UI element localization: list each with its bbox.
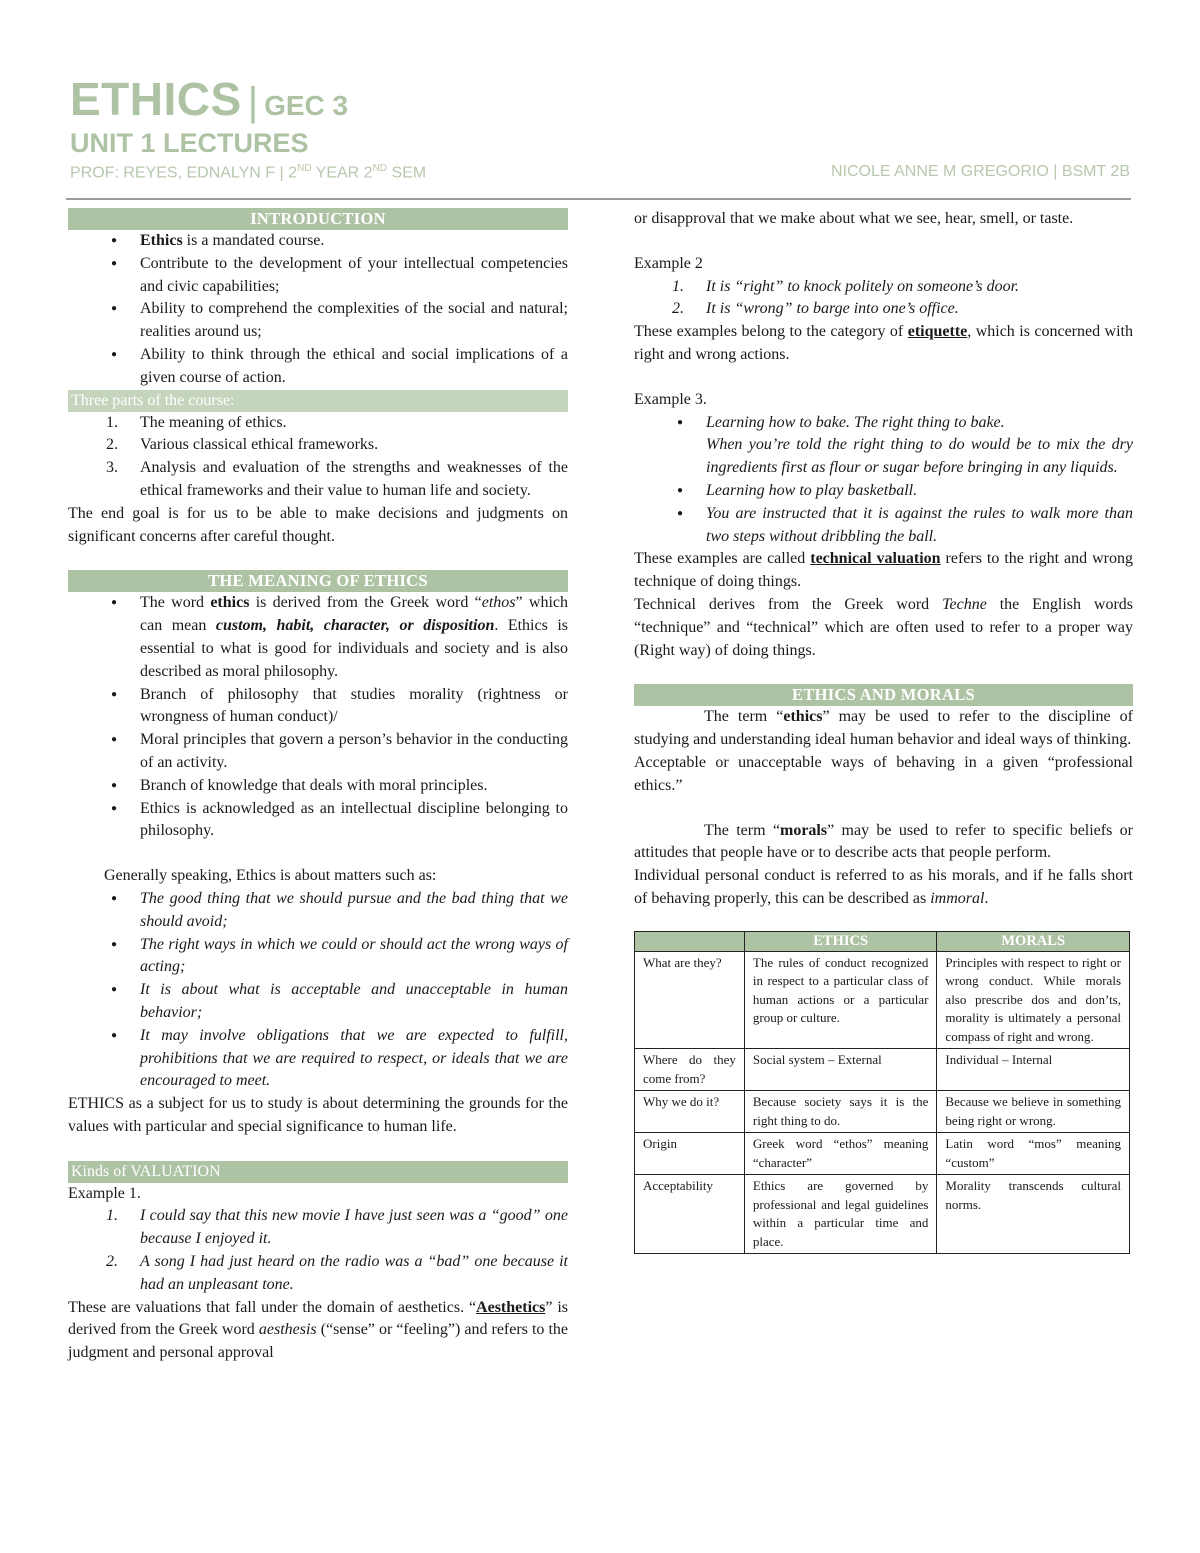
- spacer: [634, 367, 1133, 389]
- list-item: ● Branch of knowledge that deals with moral principles.: [68, 775, 568, 798]
- list-number: 3.: [106, 459, 118, 477]
- list-item: [68, 230, 568, 253]
- generally-paragraph: Generally speaking, Ethics is about matters such as:: [104, 867, 437, 885]
- sup-nd-1: ND: [297, 163, 312, 174]
- list-item: [68, 434, 568, 457]
- list-item: [68, 592, 568, 683]
- document-title: [70, 73, 1130, 125]
- text: , which is concerned with right and wrong actions.: [634, 323, 1133, 363]
- intro-b1-text: is a mandated course.: [182, 232, 325, 249]
- student-line: NICOLE ANNE M GREGORIO | BSMT 2B: [830, 163, 1130, 180]
- technical-valuation-term: technical valuation: [810, 550, 941, 568]
- text: ” may be used to refer to specific beliefs or attitudes that people have or to describe acts that people perform.: [634, 821, 1134, 862]
- example-1-list: [68, 1205, 568, 1296]
- table-cell-question: What are they?: [635, 951, 745, 1049]
- prof-text: PROF: REYES, EDNALYN F | 2: [70, 164, 298, 182]
- techne-italic: Techne: [942, 595, 987, 613]
- spacer: [68, 548, 568, 570]
- valuation-heading: Kinds of VALUATION: [68, 1161, 568, 1183]
- list-item: [68, 412, 568, 435]
- ethics-bold: ethics: [210, 594, 250, 612]
- right-column: [634, 208, 1133, 1254]
- ethics-bold: Ethics: [140, 232, 183, 249]
- list-item: ● You are instructed that it is against the rules to walk more than two steps without dribbling the ball.: [634, 503, 1133, 549]
- example-3-label: Example 3.: [634, 390, 707, 408]
- text: ” is derived from the Greek word: [68, 1298, 568, 1339]
- page-header: [70, 73, 1130, 182]
- text: Individual personal conduct is referred to as his morals, and if he falls short of behaving properly, this can be described as: [634, 867, 1133, 907]
- list-text: Various classical ethical frameworks.: [140, 436, 379, 454]
- list-text: When you’re told the right thing to do would be to mix the dry ingredients first as flour or sugar before bringing in any liquids.: [706, 436, 1133, 477]
- list-item: ● Contribute to the development of your intellectual competencies and civic capabilities;: [68, 253, 568, 299]
- professional-ethics-paragraph: Acceptable or unacceptable ways of behaving in a given “professional ethics.”: [634, 753, 1133, 794]
- list-item: ● Branch of philosophy that studies morality (rightness or wrongness of human conduct)/: [68, 684, 568, 730]
- table-cell-ethics: Social system – External: [744, 1049, 937, 1091]
- ethos-italic: ethos: [481, 594, 516, 612]
- example-2-label: Example 2: [634, 254, 703, 272]
- text: the English words “technique” and “technical” which are often used to refer to a proper way (Right way) of doing things.: [634, 595, 1134, 659]
- custom-habit-bold: custom, habit, character, or disposition: [215, 617, 495, 635]
- text: ” may be used to refer to the discipline of studying and understanding ideal human behavior and ideal ways of thinking.: [634, 708, 1133, 749]
- intro-heading: INTRODUCTION: [68, 208, 568, 230]
- list-item: [634, 298, 1133, 321]
- year-text: YEAR 2: [311, 164, 373, 182]
- text: ” which can mean: [140, 594, 568, 635]
- text: The word: [140, 594, 211, 612]
- text: . Ethics is essential to what is good for individuals and society and is also described as moral philosophy.: [140, 617, 569, 680]
- list-text: Analysis and evaluation of the strengths and weaknesses of the ethical frameworks and their value to human life and society.: [140, 459, 568, 499]
- table-cell-question: Acceptability: [635, 1175, 745, 1254]
- table-header-ethics: ETHICS: [744, 931, 937, 951]
- technical-paragraph: [634, 548, 1133, 594]
- ethics-morals-table: [634, 931, 1130, 1255]
- etiquette-term: etiquette: [907, 323, 968, 341]
- techne-paragraph: [634, 594, 1133, 662]
- list-text: Learning how to bake. The right thing to bake.: [706, 413, 1005, 431]
- table-cell-morals: Individual – Internal: [937, 1049, 1130, 1091]
- immoral-paragraph: [634, 865, 1133, 911]
- aesthetics-paragraph: [68, 1297, 568, 1365]
- closing-paragraph: ETHICS as a subject for us to study is about determining the grounds for the values with particular and special significance to human life.: [68, 1095, 568, 1135]
- spacer: [68, 843, 568, 865]
- list-item: ● The right ways in which we could or should act the wrong ways of acting;: [68, 934, 568, 980]
- morals-bold: morals: [779, 821, 828, 839]
- list-item: ● The good thing that we should pursue and the bad thing that we should avoid;: [68, 888, 568, 934]
- table-cell-question: Where do they come from?: [635, 1049, 745, 1091]
- meaning-list: [68, 592, 568, 843]
- text: refers to the right and wrong technique of doing things.: [634, 550, 1134, 591]
- spacer: [68, 1139, 568, 1161]
- text: The term “: [704, 821, 780, 839]
- aesthetics-term: Aesthetics: [476, 1298, 546, 1316]
- ethics-bold: ethics: [783, 708, 823, 726]
- list-item: [68, 1205, 568, 1251]
- example-1-label: Example 1.: [68, 1184, 141, 1202]
- list-number: 1.: [672, 277, 684, 295]
- meaning-heading: THE MEANING OF ETHICS: [68, 570, 568, 592]
- table-row: [635, 951, 1130, 1049]
- table-cell-morals: Morality transcends cultural norms.: [937, 1175, 1130, 1254]
- table-row: [635, 1091, 1130, 1133]
- text: (“sense” or “feeling”) and refers to the judgment and personal approval: [68, 1321, 569, 1362]
- spacer: [634, 798, 1133, 820]
- table-header-blank: [635, 931, 745, 951]
- table-row: [635, 1175, 1130, 1254]
- text: Technical derives from the Greek word: [634, 595, 943, 613]
- text: These examples belong to the category of: [634, 323, 908, 341]
- title-ethics: ETHICS: [70, 73, 242, 125]
- ethics-morals-heading: ETHICS AND MORALS: [634, 684, 1133, 706]
- list-item: ● Ability to think through the ethical and social implications of a given course of action.: [68, 344, 568, 390]
- unit-title: UNIT 1 LECTURES: [70, 128, 309, 158]
- table-header-row: [635, 931, 1130, 951]
- title-separator: |: [247, 80, 259, 124]
- aesthetics-continued: or disapproval that we make about what we see, hear, smell, or taste.: [634, 210, 1074, 227]
- list-item: [68, 457, 568, 503]
- list-text: It is “wrong” to barge into one’s office.: [706, 300, 959, 318]
- list-number: 1.: [106, 413, 118, 431]
- list-text: I could say that this new movie I have just seen was a “good” one because I enjoyed it.: [140, 1207, 568, 1248]
- etiquette-paragraph: [634, 321, 1133, 367]
- parts-heading: Three parts of the course:: [68, 390, 568, 412]
- text: is derived from the Greek word “: [249, 594, 482, 612]
- immoral-italic: immoral: [930, 889, 985, 907]
- aesthesis-italic: aesthesis: [258, 1321, 317, 1339]
- example-3-list: [634, 412, 1133, 549]
- sem-text: SEM: [387, 164, 427, 182]
- list-number: 2.: [672, 300, 684, 318]
- text: .: [984, 889, 989, 907]
- goal-paragraph: The end goal is for us to be able to make decisions and judgments on significant concerns after careful thought.: [68, 504, 568, 545]
- table-cell-morals: Because we believe in something being right or wrong.: [937, 1091, 1130, 1133]
- table-header-morals: MORALS: [937, 931, 1130, 951]
- header-rule: [66, 198, 1131, 200]
- text: These are valuations that fall under the domain of aesthetics. “: [68, 1298, 477, 1316]
- text: The term “: [704, 708, 784, 726]
- ethics-term-paragraph: [634, 706, 1133, 752]
- list-text: The meaning of ethics.: [140, 413, 287, 431]
- parts-list: [68, 412, 568, 503]
- list-number: 2.: [106, 1253, 118, 1271]
- list-item: ● Ability to comprehend the complexities of the social and natural; realities around us;: [68, 298, 568, 344]
- table-cell-question: Origin: [635, 1133, 745, 1175]
- table-cell-ethics: Greek word “ethos” meaning “character”: [744, 1133, 937, 1175]
- list-item: ● Moral principles that govern a person’s behavior in the conducting of an activity.: [68, 729, 568, 775]
- list-text: It is “right” to knock politely on someone’s door.: [706, 277, 1020, 295]
- list-item: [634, 412, 1133, 480]
- spacer: [634, 662, 1133, 684]
- sup-nd-2: ND: [372, 163, 388, 174]
- list-item: ● Learning how to play basketball.: [634, 480, 1133, 503]
- matters-list: [68, 888, 568, 1093]
- list-item: ● It may involve obligations that we are expected to fulfill, prohibitions that we are required to respect, or ideals that we are encouraged to meet.: [68, 1025, 568, 1093]
- table-row: [635, 1049, 1130, 1091]
- list-number: 2.: [106, 436, 118, 454]
- left-column: [68, 208, 568, 1365]
- list-item: [634, 276, 1133, 299]
- spacer: [634, 231, 1133, 253]
- table-cell-ethics: Ethics are governed by professional and legal guidelines within a particular time and place.: [744, 1175, 937, 1254]
- professor-line: [70, 163, 426, 182]
- intro-list: [68, 230, 568, 390]
- list-item: ● It is about what is acceptable and unacceptable in human behavior;: [68, 979, 568, 1025]
- list-item: [68, 1251, 568, 1297]
- list-text: A song I had just heard on the radio was a “bad” one because it had an unpleasant tone.: [140, 1253, 568, 1293]
- table-cell-morals: Latin word “mos” meaning “custom”: [937, 1133, 1130, 1175]
- course-code: GEC 3: [264, 90, 349, 121]
- table-cell-ethics: The rules of conduct recognized in respect to a particular class of human actions or a particular group or culture.: [744, 951, 937, 1049]
- header-meta: [70, 163, 1130, 182]
- example-2-list: [634, 276, 1133, 322]
- morals-term-paragraph: [634, 820, 1133, 866]
- text: These examples are called: [634, 550, 811, 568]
- table-cell-ethics: Because society says it is the right thing to do.: [744, 1091, 937, 1133]
- list-number: 1.: [106, 1207, 118, 1225]
- list-item: ● Ethics is acknowledged as an intellectual discipline belonging to philosophy.: [68, 798, 568, 844]
- table-cell-morals: Principles with respect to right or wrong conduct. While morals also prescribe dos and don’ts, morality is ultimately a personal compass of right and wrong.: [937, 951, 1130, 1049]
- table-cell-question: Why we do it?: [635, 1091, 745, 1133]
- table-row: [635, 1133, 1130, 1175]
